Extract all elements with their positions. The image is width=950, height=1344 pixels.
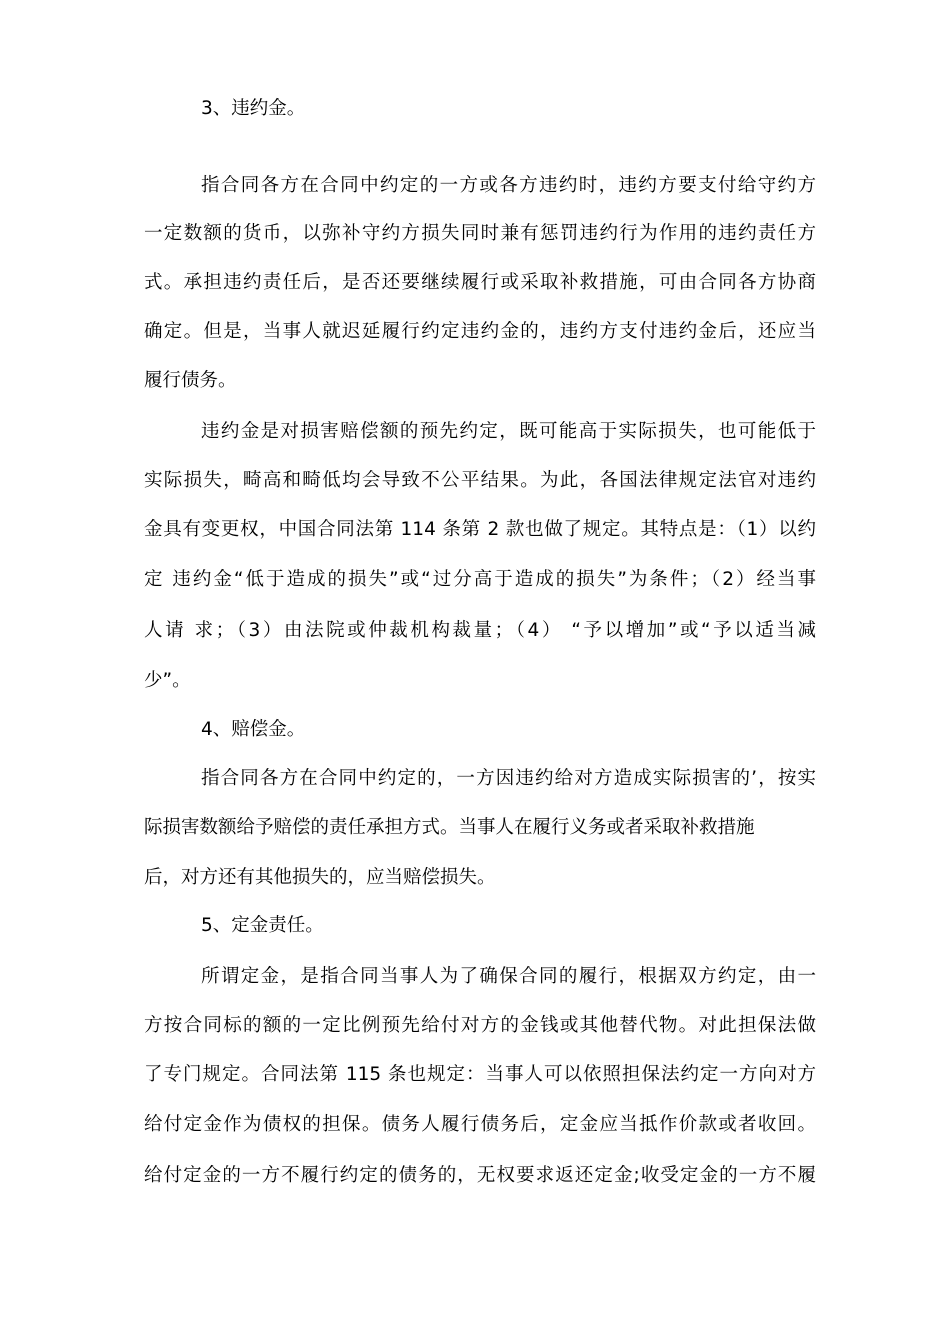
paragraph-line: 了专门规定。合同法第 115 条也规定：当事人可以依照担保法约定一方向对方 [144,1064,816,1085]
paragraph-line: 给付定金作为债权的担保。债务人履行债务后，定金应当抵作价款或者收回。 [144,1114,816,1135]
paragraph-line: 人请 求；（3）由法院或仲裁机构裁量；（4） “予以增加”或“予以适当减 [144,620,816,641]
paragraph-line: 履行债务。 [144,370,237,391]
paragraph-line: 方按合同标的额的一定比例预先给付对方的金钱或其他替代物。对此担保法做 [144,1015,816,1036]
paragraph-line: 际损害数额给予赔偿的责任承担方式。当事人在履行义务或者采取补救措施 [144,817,755,838]
paragraph-line: 给付定金的一方不履行约定的债务的，无权要求返还定金;收受定金的一方不履 [144,1165,816,1186]
section-heading: 4、赔偿金。 [201,719,306,740]
paragraph-line: 定 违约金“低于造成的损失”或“过分高于造成的损失”为条件；（2）经当事 [144,569,816,590]
section-heading: 5、定金责任。 [201,915,324,936]
paragraph-line: 确定。但是，当事人就迟延履行约定违约金的，违约方支付违约金后，还应当 [144,321,816,342]
paragraph-line: 实际损失，畸高和畸低均会导致不公平结果。为此，各国法律规定法官对违约 [144,470,816,491]
section-heading: 3、违约金。 [201,98,306,119]
paragraph-line: 金具有变更权，中国合同法第 114 条第 2 款也做了规定。其特点是：（1）以约 [144,519,816,540]
paragraph-line: 指合同各方在合同中约定的一方或各方违约时，违约方要支付给守约方 [201,175,816,196]
paragraph-line: 式。承担违约责任后，是否还要继续履行或采取补救措施，可由合同各方协商 [144,272,816,293]
paragraph-line: 一定数额的货币，以弥补守约方损失同时兼有惩罚违约行为作用的违约责任方 [144,223,816,244]
paragraph-line: 指合同各方在合同中约定的，一方因违约给对方造成实际损害的’，按实 [201,768,816,789]
paragraph-line: 少”。 [144,670,191,691]
paragraph-line: 所谓定金，是指合同当事人为了确保合同的履行，根据双方约定，由一 [201,966,816,987]
paragraph-line: 违约金是对损害赔偿额的预先约定，既可能高于实际损失，也可能低于 [201,421,816,442]
paragraph-line: 后，对方还有其他损失的，应当赔偿损失。 [144,867,496,888]
